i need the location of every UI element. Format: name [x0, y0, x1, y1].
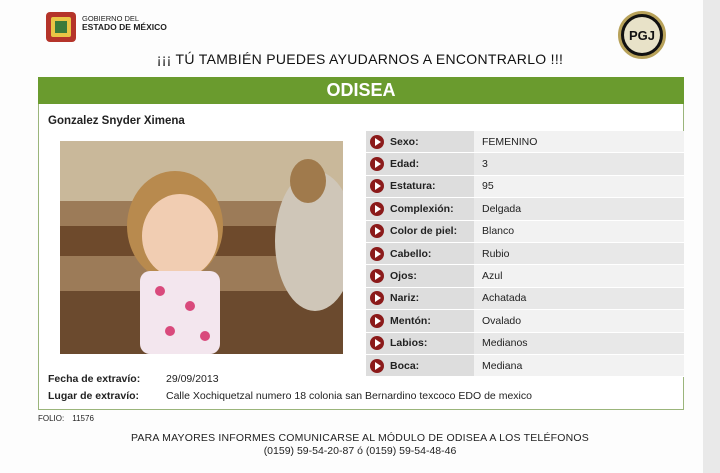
gov-line1: GOBIERNO DEL	[82, 14, 140, 23]
detail-row-estatura	[366, 176, 684, 198]
arrow-icon	[370, 202, 384, 216]
lugar-extravio	[48, 390, 532, 402]
arrow-icon	[370, 269, 384, 283]
detail-label: Mentón:	[390, 314, 431, 327]
detail-label: Sexo:	[390, 135, 419, 148]
detail-label: Cabello:	[390, 247, 432, 260]
fecha-value: 29/09/2013	[166, 373, 219, 385]
detail-label: Nariz:	[390, 292, 420, 305]
gov-line2: ESTADO DE MÉXICO	[82, 22, 167, 32]
detail-row-labios	[366, 333, 684, 355]
fecha-label: Fecha de extravío:	[48, 373, 141, 385]
government-name	[82, 14, 167, 32]
folio	[38, 414, 94, 423]
detail-value: FEMENINO	[474, 131, 684, 152]
detail-row-edad	[366, 153, 684, 175]
footer-phones: (0159) 59-54-20-87 ó (0159) 59-54-48-46	[263, 445, 457, 457]
right-edge-strip	[703, 0, 720, 473]
fecha-extravio	[48, 373, 219, 385]
arrow-icon	[370, 291, 384, 305]
detail-value: Azul	[474, 265, 684, 286]
arrow-icon	[370, 179, 384, 193]
arrow-icon	[370, 336, 384, 350]
detail-label: Color de piel:	[390, 225, 458, 238]
odisea-banner: ODISEA	[38, 77, 684, 104]
detail-row-cabello	[366, 243, 684, 265]
detail-row-menton	[366, 310, 684, 332]
detail-value: 95	[474, 176, 684, 197]
detail-row-color-piel	[366, 221, 684, 243]
details-table	[366, 131, 684, 377]
detail-label: Ojos:	[390, 270, 417, 283]
arrow-icon	[370, 247, 384, 261]
lugar-value: Calle Xochiquetzal numero 18 colonia san Bernardino texcoco EDO de mexico	[166, 390, 532, 402]
detail-value: Delgada	[474, 198, 684, 219]
detail-label: Boca:	[390, 359, 420, 372]
arrow-icon	[370, 157, 384, 171]
pgj-label: PGJ	[624, 17, 660, 53]
detail-label: Estatura:	[390, 180, 436, 193]
detail-label: Complexión:	[390, 202, 454, 215]
detail-value: Medianos	[474, 333, 684, 354]
arrow-icon	[370, 359, 384, 373]
detail-label: Labios:	[390, 337, 428, 350]
detail-value: Rubio	[474, 243, 684, 264]
arrow-icon	[370, 224, 384, 238]
detail-row-sexo	[366, 131, 684, 153]
detail-value: Ovalado	[474, 310, 684, 331]
detail-value: Blanco	[474, 221, 684, 242]
detail-value: Achatada	[474, 288, 684, 309]
footer-info: PARA MAYORES INFORMES COMUNICARSE AL MÓDULO DE ODISEA A LOS TELÉFONOS	[130, 432, 589, 444]
detail-value: 3	[474, 153, 684, 174]
headline: ¡¡¡ TÚ TAMBIÉN PUEDES AYUDARNOS A ENCONTRARLO !!!	[156, 51, 564, 67]
person-name: Gonzalez Snyder Ximena	[48, 115, 185, 127]
state-coat-of-arms-icon	[44, 10, 78, 44]
missing-person-photo	[60, 141, 343, 354]
folio-value: 11576	[72, 414, 94, 423]
lugar-label: Lugar de extravío:	[48, 390, 140, 402]
detail-row-boca	[366, 355, 684, 377]
detail-row-ojos	[366, 265, 684, 287]
detail-label: Edad:	[390, 158, 420, 171]
detail-row-complexion	[366, 198, 684, 220]
detail-value: Mediana	[474, 355, 684, 376]
arrow-icon	[370, 314, 384, 328]
detail-row-nariz	[366, 288, 684, 310]
arrow-icon	[370, 135, 384, 149]
folio-label: FOLIO:	[38, 414, 65, 423]
